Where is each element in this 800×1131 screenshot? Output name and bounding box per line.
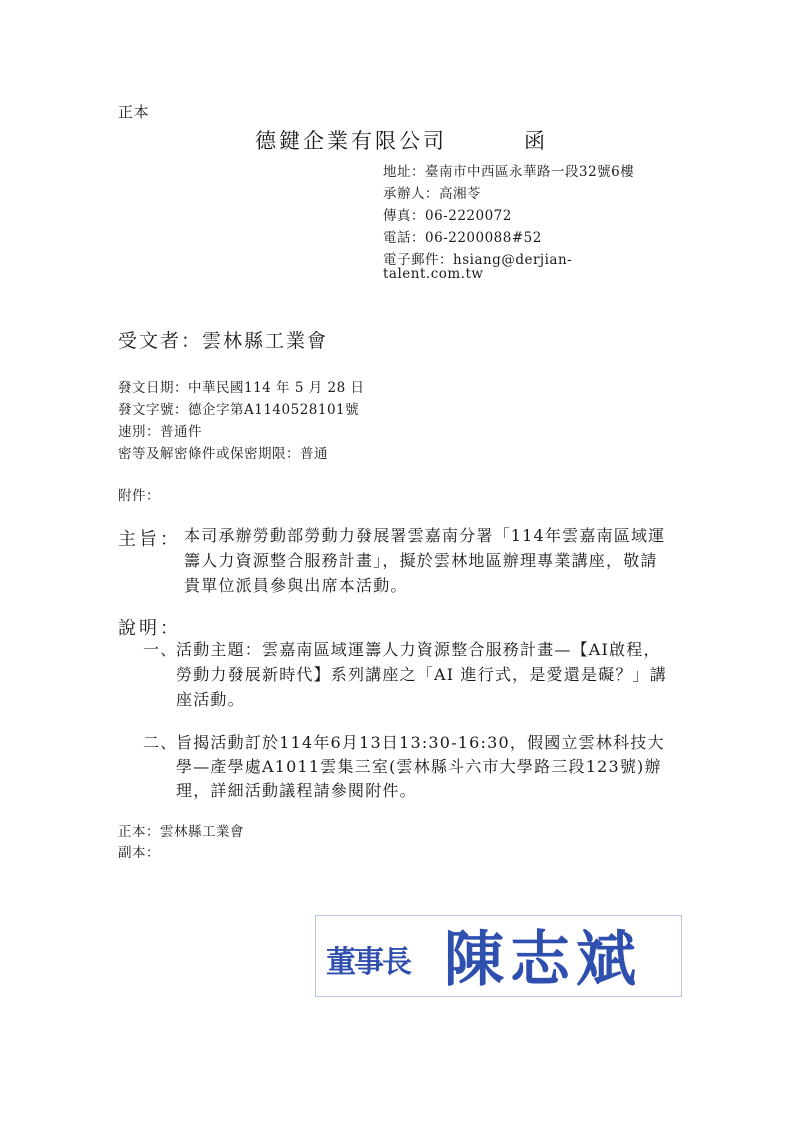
explanation-line: 勞動力發展新時代】系列講座之「AI 進行式，是愛還是礙？」講	[176, 665, 667, 684]
company-name: 德鍵企業有限公司	[255, 129, 447, 153]
recipient: 受文者：雲林縣工業會	[118, 330, 329, 352]
phone-line: 電話：06-2200088#52	[383, 230, 542, 246]
explanation-line: 旨揭活動訂於114年6月13日13:30-16:30，假國立雲林科技大	[176, 733, 665, 752]
copy-recipient: 副本：	[118, 845, 160, 861]
issue-date: 發文日期：中華民國114 年 5 月 28 日	[118, 380, 365, 396]
subject-line: 貴單位派員參與出席本活動。	[184, 576, 408, 595]
subject-line: 本司承辦勞動部勞動力發展署雲嘉南分署「114年雲嘉南區域運	[184, 526, 666, 545]
document-type: 函	[524, 129, 548, 153]
subject-line: 籌人力資源整合服務計畫」，擬於雲林地區辦理專業講座，敬請	[184, 551, 658, 570]
subject-label: 主旨：	[118, 529, 181, 550]
security-level: 密等及解密條件或保密期限：普通	[118, 446, 328, 462]
fax-line: 傳真：06-2220072	[383, 208, 512, 224]
address-line: 地址：臺南市中西區永華路一段32號6樓	[383, 164, 635, 180]
explanation-line: 活動主題：雲嘉南區域運籌人力資源整合服務計畫—【AI啟程，	[176, 640, 661, 659]
chairman-seal	[315, 915, 682, 997]
delivery-speed: 速別：普通件	[118, 424, 202, 440]
email-line: 電子郵件：hsiang@derjian-	[383, 252, 573, 268]
explanation-label: 說明：	[118, 618, 181, 639]
original-recipient: 正本：雲林縣工業會	[118, 824, 244, 840]
explanation-item-1-marker: 一、	[143, 640, 178, 659]
explanation-line: 座活動。	[176, 690, 245, 709]
attachment-label: 附件：	[118, 488, 160, 504]
seal-title-text: 董事長	[326, 945, 410, 980]
officer-line: 承辦人：高湘苓	[383, 186, 481, 202]
seal-name-text: 陳志斌	[444, 925, 642, 995]
copy-mark: 正本	[118, 103, 150, 121]
email-line-continued: talent.com.tw	[383, 266, 484, 282]
document-number: 發文字號：德企字第A1140528101號	[118, 402, 360, 418]
explanation-item-2-marker: 二、	[143, 733, 178, 752]
explanation-line: 理，詳細活動議程請參閱附件。	[176, 781, 417, 800]
explanation-line: 學—產學處A1011雲集三室(雲林縣斗六市大學路三段123號)辦	[176, 757, 662, 776]
